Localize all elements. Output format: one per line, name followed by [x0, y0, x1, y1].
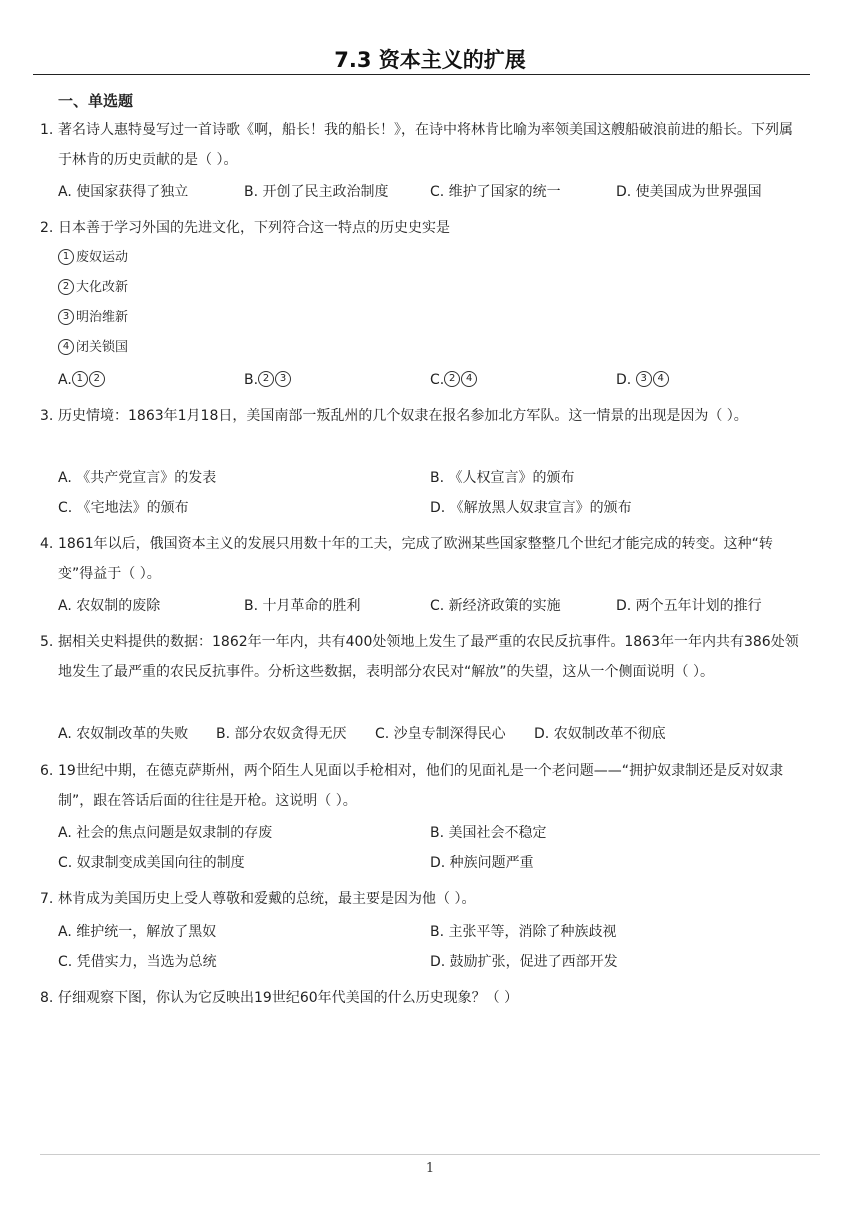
circled-number-icon: 2: [58, 279, 74, 295]
option-b: B. 开创了民主政治制度: [244, 184, 389, 200]
page-title: 7.3 资本主义的扩展: [334, 48, 526, 72]
option-a: A. 农奴制改革的失败: [58, 726, 189, 742]
option-b: B. 部分农奴贪得无厌: [216, 726, 347, 742]
question-number: 7.: [40, 891, 54, 907]
question-stem: 著名诗人惠特曼写过一首诗歌《啊，船长！我的船长！》，在诗中将林肯比喻为率领美国这艘船破浪前进的船长。下列属于林肯的历史贡献的是（ ）。: [58, 122, 793, 168]
option-d: D. 农奴制改革不彻底: [534, 726, 666, 742]
option-letter: C.: [430, 372, 445, 388]
question-7-options-row1: [58, 917, 818, 947]
circled-number-icon: 4: [58, 339, 74, 355]
question-number: 5.: [40, 634, 54, 650]
statement-text: 明治维新: [76, 310, 129, 325]
circled-number-icon: 3: [275, 371, 291, 387]
circled-number-icon: 3: [58, 309, 74, 325]
option-b: B. 《人权宣言》的颁布: [430, 470, 575, 486]
option-letter: A.: [58, 372, 72, 388]
statement-item: [58, 333, 128, 363]
title-underline: [33, 74, 810, 75]
option-c: [430, 365, 478, 395]
option-b: B. 美国社会不稳定: [430, 825, 547, 841]
statement-text: 大化改新: [76, 280, 129, 295]
option-d: D. 种族问题严重: [430, 855, 534, 871]
circled-number-icon: 1: [58, 249, 74, 265]
question-stem: 日本善于学习外国的先进文化，下列符合这一特点的历史史实是: [58, 220, 450, 236]
question-number: 8.: [40, 990, 54, 1006]
footer-divider: [40, 1154, 820, 1155]
question-5-options: [58, 719, 818, 749]
question-number: 2.: [40, 220, 54, 236]
circled-number-icon: 2: [444, 371, 460, 387]
circled-number-icon: 1: [72, 371, 88, 387]
statement-text: 废奴运动: [76, 250, 129, 265]
question-number: 1.: [40, 122, 54, 138]
question-6-options-row2: [58, 848, 818, 878]
question-stem: 据相关史料提供的数据：1862年一年内，共有400处领地上发生了最严重的农民反抗事件。1863年一年内共有386处领地发生了最严重的农民反抗事件。分析这些数据，表明部分农民对“解放”的失望，这从一个侧面说明（ ）。: [58, 634, 799, 680]
question-4-options: [58, 591, 818, 621]
option-c: C. 沙皇专制深得民心: [375, 726, 506, 742]
circled-number-icon: 2: [258, 371, 274, 387]
statement-text: 闭关锁国: [76, 340, 129, 355]
question-5: [40, 627, 800, 687]
circled-number-icon: 4: [653, 371, 669, 387]
option-c: C. 维护了国家的统一: [430, 184, 561, 200]
question-4: [40, 529, 800, 589]
question-2: [40, 213, 800, 243]
question-3-options-row2: [58, 493, 818, 523]
question-stem: 历史情境：1863年1月18日，美国南部一叛乱州的几个奴隶在报名参加北方军队。这一情景的出现是因为（ ）。: [58, 408, 748, 424]
option-d: D. 鼓励扩张，促进了西部开发: [430, 954, 618, 970]
option-c: C. 新经济政策的实施: [430, 598, 561, 614]
circled-number-icon: 3: [636, 371, 652, 387]
question-stem: 1861年以后，俄国资本主义的发展只用数十年的工夫，完成了欧洲某些国家整整几个世纪才能完成的转变。这种“转变”得益于（ ）。: [58, 536, 773, 582]
option-a: [58, 365, 106, 395]
question-6: [40, 756, 800, 816]
question-2-options: [58, 365, 818, 395]
statement-item: [58, 243, 128, 273]
circled-number-icon: 2: [89, 371, 105, 387]
option-a: A. 维护统一，解放了黑奴: [58, 924, 217, 940]
question-3-options-row1: [58, 463, 818, 493]
option-d: D. 两个五年计划的推行: [616, 598, 762, 614]
question-8: [40, 983, 800, 1013]
option-a: A. 农奴制的废除: [58, 598, 161, 614]
option-c: C. 奴隶制变成美国向往的制度: [58, 855, 245, 871]
section-heading: 一、单选题: [58, 92, 134, 110]
option-letter: B.: [244, 372, 259, 388]
question-3: [40, 401, 800, 431]
option-a: A. 社会的焦点问题是奴隶制的存废: [58, 825, 273, 841]
question-6-options-row1: [58, 818, 818, 848]
option-d: D. 使美国成为世界强国: [616, 184, 762, 200]
circled-number-icon: 4: [461, 371, 477, 387]
question-7-options-row2: [58, 947, 818, 977]
option-c: C. 凭借实力，当选为总统: [58, 954, 217, 970]
statement-item: [58, 303, 128, 333]
option-b: [244, 365, 292, 395]
option-b: B. 主张平等，消除了种族歧视: [430, 924, 617, 940]
question-number: 4.: [40, 536, 54, 552]
option-a: A. 《共产党宣言》的发表: [58, 470, 217, 486]
question-stem: 林肯成为美国历史上受人尊敬和爱戴的总统，最主要是因为他（ ）。: [58, 891, 476, 907]
option-d: D. 《解放黑人奴隶宣言》的颁布: [430, 500, 632, 516]
option-d: [616, 365, 670, 395]
question-number: 3.: [40, 408, 54, 424]
question-stem: 仔细观察下图，你认为它反映出19世纪60年代美国的什么历史现象？（ ）: [58, 990, 519, 1006]
option-c: C. 《宅地法》的颁布: [58, 500, 189, 516]
question-1: [40, 115, 800, 175]
option-a: A. 使国家获得了独立: [58, 184, 189, 200]
page-number: 1: [425, 1161, 435, 1176]
question-stem: 19世纪中期，在德克萨斯州，两个陌生人见面以手枪相对，他们的见面礼是一个老问题——“拥护奴隶制还是反对奴隶制”，跟在答话后面的往往是开枪。这说明（ ）。: [58, 763, 784, 809]
option-b: B. 十月革命的胜利: [244, 598, 361, 614]
question-7: [40, 884, 800, 914]
statement-item: [58, 273, 128, 303]
question-1-options: [58, 177, 818, 207]
option-letter: D.: [616, 372, 632, 388]
question-number: 6.: [40, 763, 54, 779]
